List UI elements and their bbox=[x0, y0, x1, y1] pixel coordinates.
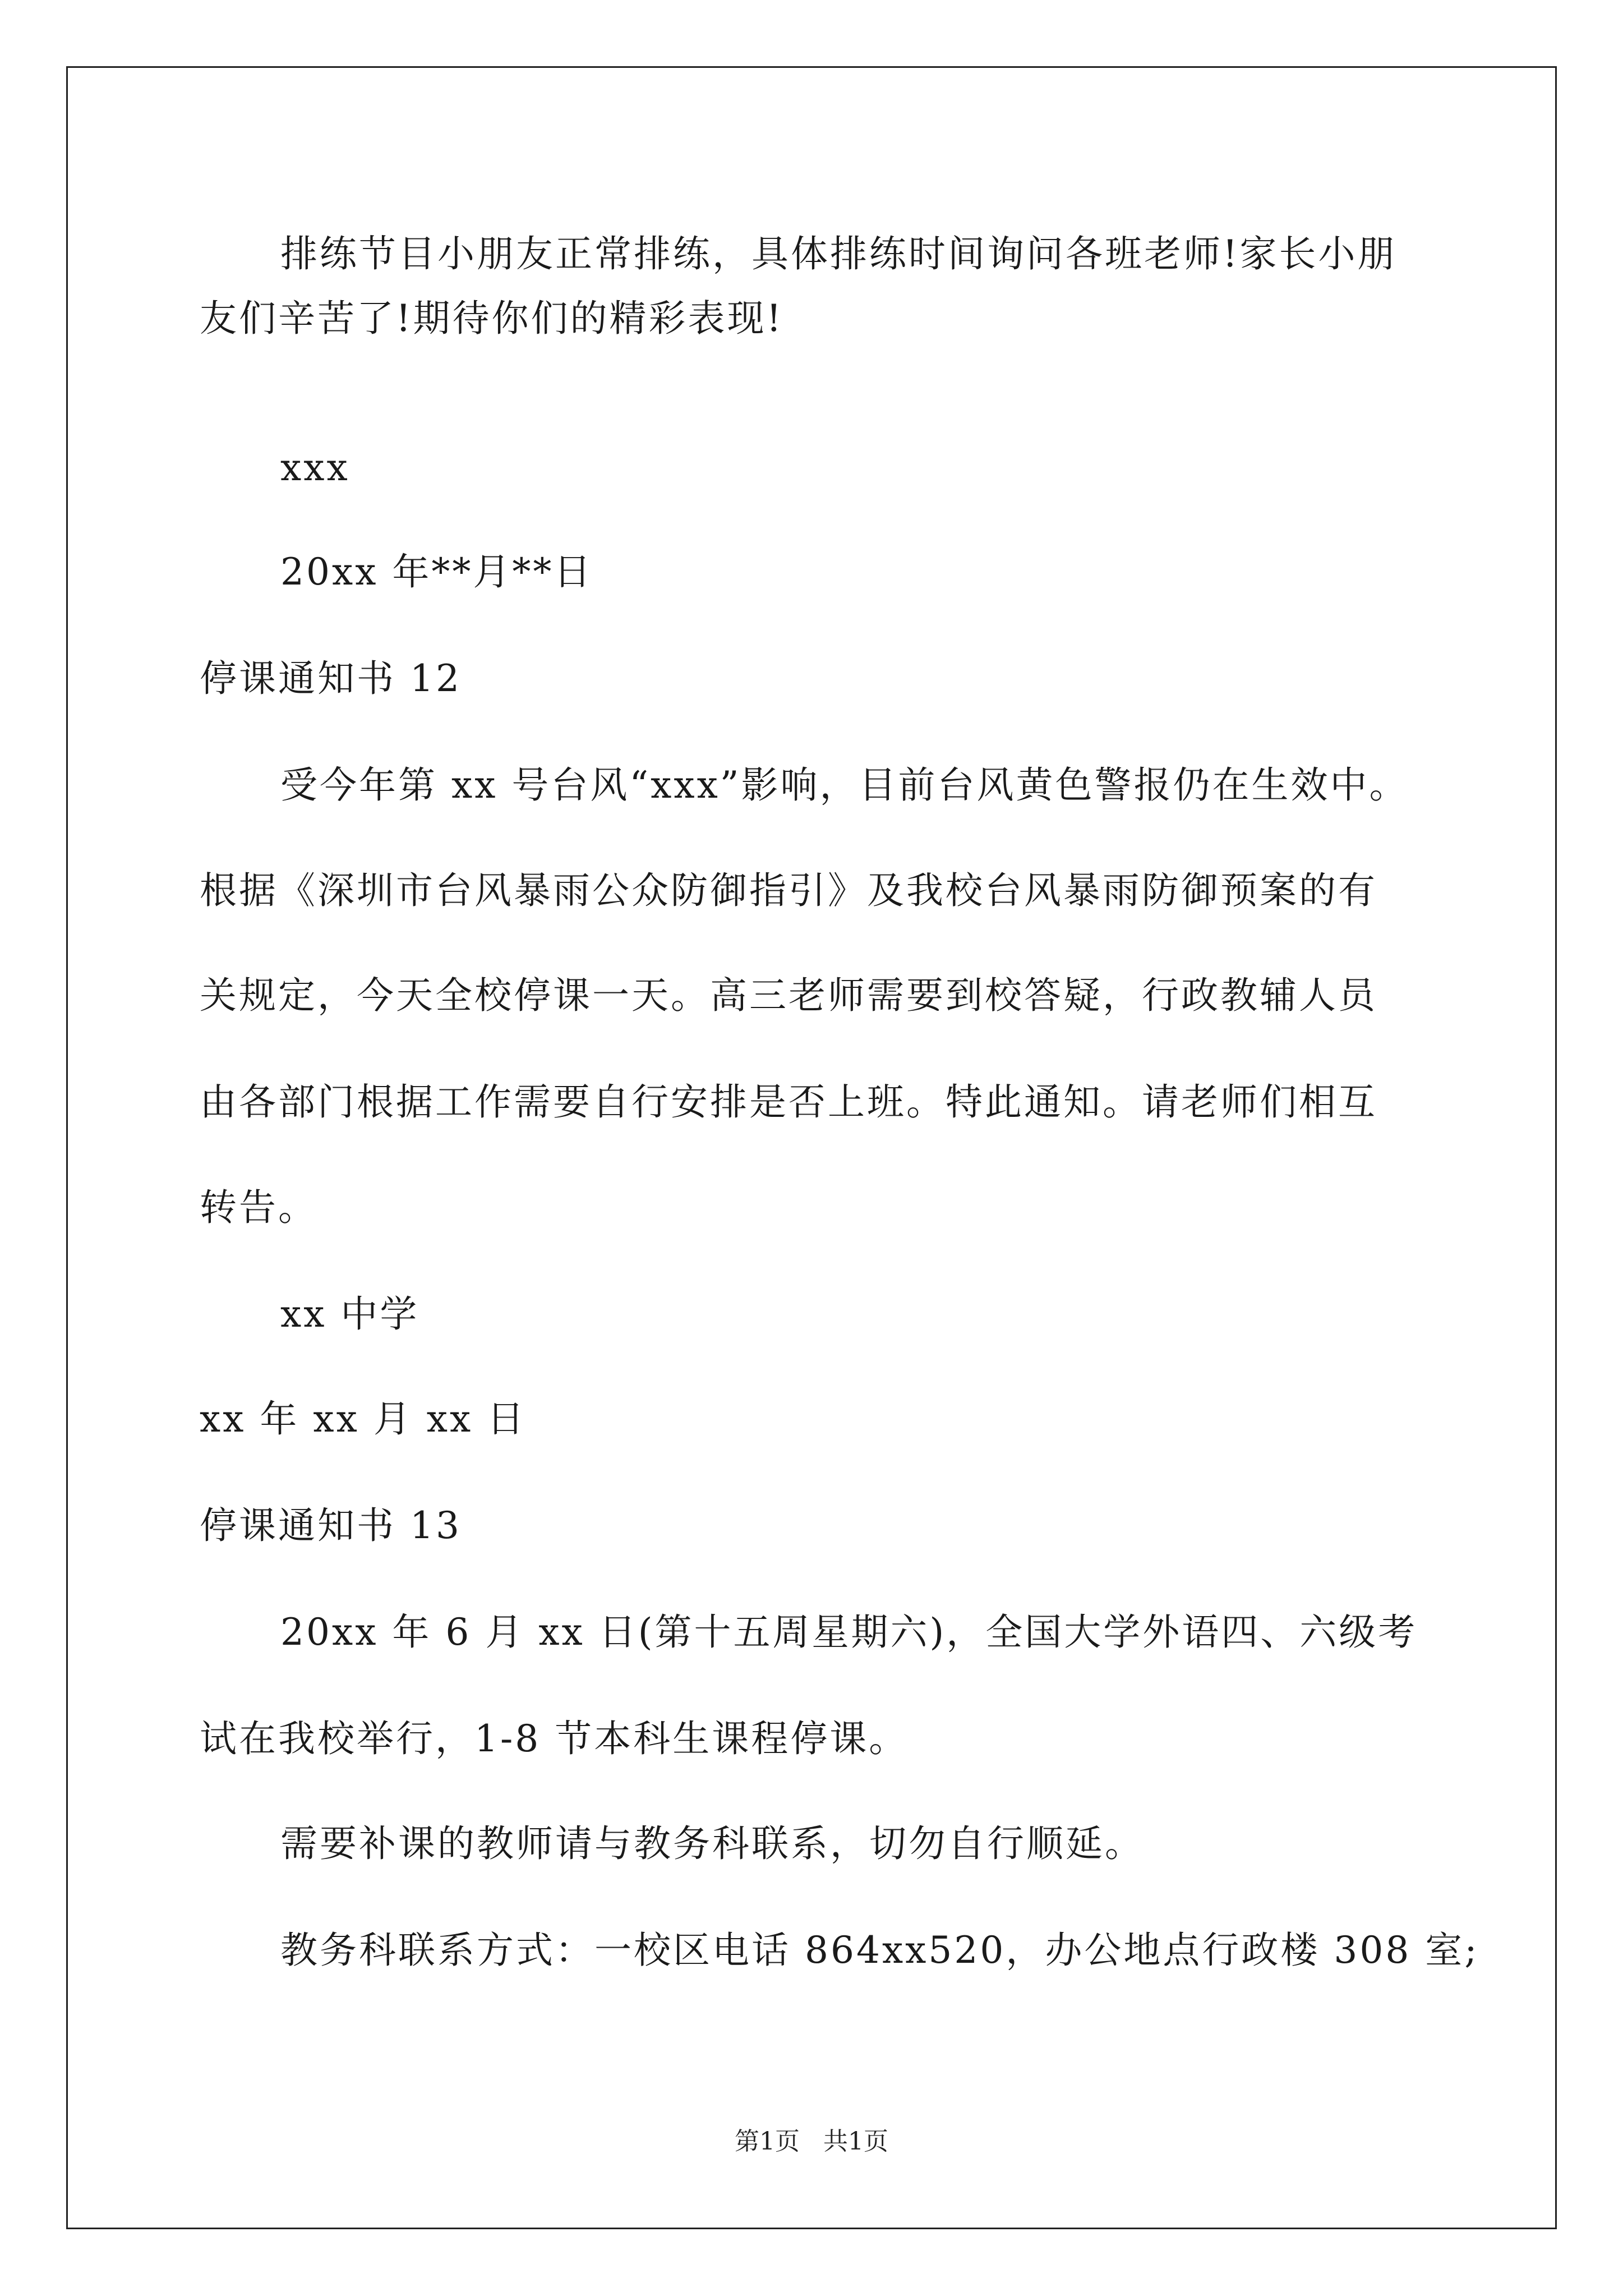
body-text-line: 由各部门根据工作需要自行安排是否上班。特此通知。请老师们相互 bbox=[200, 1080, 1377, 1124]
signature-name: xxx bbox=[280, 446, 350, 489]
body-text-line: 试在我校举行，1-8 节本科生课程停课。 bbox=[200, 1717, 909, 1760]
body-text-line: 友们辛苦了!期待你们的精彩表现! bbox=[200, 297, 784, 340]
page-border bbox=[66, 66, 1557, 2229]
body-text-line: 关规定，今天全校停课一天。高三老师需要到校答疑，行政教辅人员 bbox=[200, 974, 1377, 1017]
body-text-line: 根据《深圳市台风暴雨公众防御指引》及我校台风暴雨防御预案的有 bbox=[200, 869, 1377, 912]
body-text-line: 需要补课的教师请与教务科联系，切勿自行顺延。 bbox=[280, 1822, 1144, 1865]
signature-school: xx 中学 bbox=[280, 1292, 419, 1336]
section-heading-12: 停课通知书 12 bbox=[200, 657, 462, 700]
signature-date: 20xx 年**月**日 bbox=[280, 550, 593, 593]
section-heading-13: 停课通知书 13 bbox=[200, 1504, 462, 1547]
body-text-line: 排练节目小朋友正常排练，具体排练时间询问各班老师!家长小朋 bbox=[280, 232, 1397, 275]
page-number-footer: 第1页 共1页 bbox=[735, 2127, 888, 2156]
body-text-line: 受今年第 xx 号台风“xxx”影响，目前台风黄色警报仍在生效中。 bbox=[280, 763, 1409, 807]
signature-date: xx 年 xx 月 xx 日 bbox=[200, 1397, 527, 1441]
body-text-line: 教务科联系方式：一校区电话 864xx520，办公地点行政楼 308 室; bbox=[280, 1929, 1479, 1972]
body-text-line: 转告。 bbox=[200, 1186, 317, 1229]
body-text-line: 20xx 年 6 月 xx 日(第十五周星期六)，全国大学外语四、六级考 bbox=[280, 1611, 1418, 1654]
